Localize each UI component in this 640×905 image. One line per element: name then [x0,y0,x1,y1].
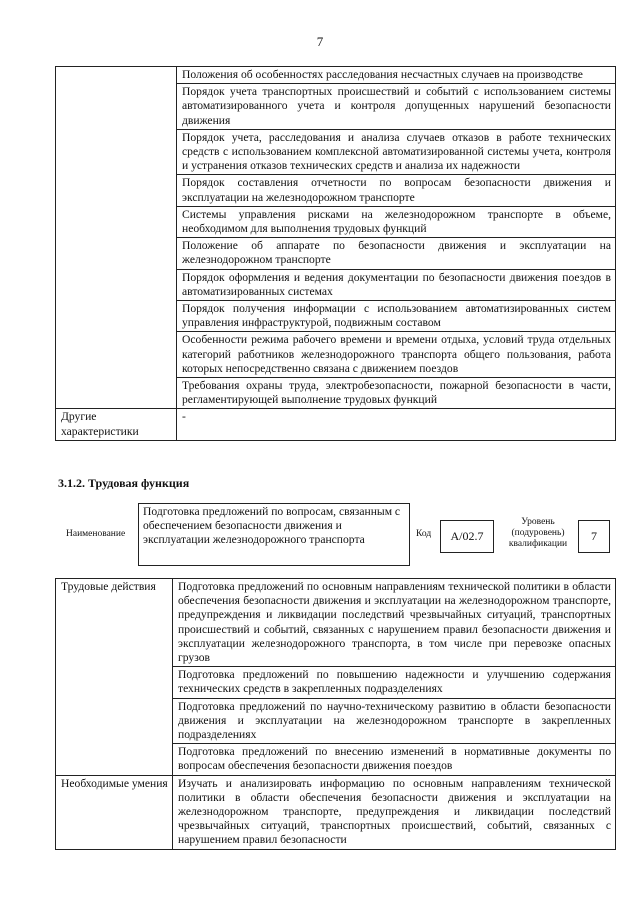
knowledge-row [56,67,616,84]
function-name-box: Подготовка предложений по вопросам, связанным с обеспечением безопасности движения и эксплуатации железнодорожного транспорта [138,503,410,566]
level-box: 7 [578,520,610,553]
code-box: A/02.7 [440,520,494,553]
knowledge-row-text: Системы управления рисками на железнодорожном транспорте в объеме, необходимом для выполнения трудовых функций [177,206,616,237]
name-label: Наименование [66,529,126,539]
action-row [56,579,616,667]
knowledge-row-text: Порядок получения информации с использованием автоматизированных систем управления инфраструктурой, подвижным составом [177,301,616,332]
skill-row-text: Изучать и анализировать информацию по основным направлениям технической политики в области обеспечения безопасности движения и эксплуатации на железнодорожном транспорте, предупреждения и ликвидации последствий чрезвычайных ситуаций, транспортных происшествий, событий, связанных с нарушением правил безопасности [173,775,616,849]
other-value: - [177,409,616,440]
knowledge-row-label [56,67,177,409]
other-label: Другие характеристики [56,409,177,440]
action-row-label: Трудовые действия [56,579,173,776]
action-row-text: Подготовка предложений по повышению надежности и улучшению содержания технических средств в закрепленных подразделениях [173,667,616,698]
knowledge-table [55,66,616,441]
knowledge-row-text: Требования охраны труда, электробезопасности, пожарной безопасности в части, регламентирующей выполнение трудовых функций [177,378,616,409]
level-label: Уровень (подуровень) квалификации [508,517,568,549]
action-row-text: Подготовка предложений по научно-техническому развитию в области безопасности движения и эксплуатации на железнодорожном транспорте в закрепленных подразделениях [173,698,616,744]
code-label: Код [416,529,432,539]
knowledge-row-text: Особенности режима рабочего времени и времени отдыха, условий труда отдельных категорий работников железнодорожного транспорта общего пользования, работа которых непосредственно связана с движением поездов [177,332,616,378]
skill-row-label: Необходимые умения [56,775,173,849]
knowledge-row-text: Порядок учета транспортных происшествий и событий с использованием системы автоматизированного учета и контроля допущенных нарушений безопасности движения [177,84,616,130]
knowledge-row-text: Порядок учета, расследования и анализа случаев отказов в работе технических средств с использованием комплексной автоматизированной системы учета, контроля и устранения отказов технических средств и анализа их надежности [177,129,616,175]
section-heading: 3.1.2. Трудовая функция [58,476,190,490]
knowledge-row-text: Порядок оформления и ведения документации по безопасности движения поездов в автоматизированных системах [177,269,616,300]
page-number: 7 [316,34,324,49]
action-row-text: Подготовка предложений по внесению изменений в нормативные документы по вопросам обеспечения безопасности движения поездов [173,744,616,775]
skill-row [56,775,616,849]
knowledge-row-text: Порядок составления отчетности по вопросам безопасности движения и эксплуатации на железнодорожном транспорте [177,175,616,206]
other-row [56,409,616,440]
action-row-text: Подготовка предложений по основным направлениям технической политики в области обеспечения безопасности движения и эксплуатации на железнодорожном транспорте, предупреждения и ликвидации последствий чрезвычайных ситуаций, транспортных происшествий и событий, связанных с нарушением правил безопасности движения и эксплуатации железнодорожного транспорта, в том числе при перевозке опасных грузов [173,579,616,667]
knowledge-row-text: Положение об аппарате по безопасности движения и эксплуатации на железнодорожном транспорте [177,238,616,269]
function-table [55,578,616,850]
knowledge-row-text: Положения об особенностях расследования несчастных случаев на производстве [177,67,616,84]
